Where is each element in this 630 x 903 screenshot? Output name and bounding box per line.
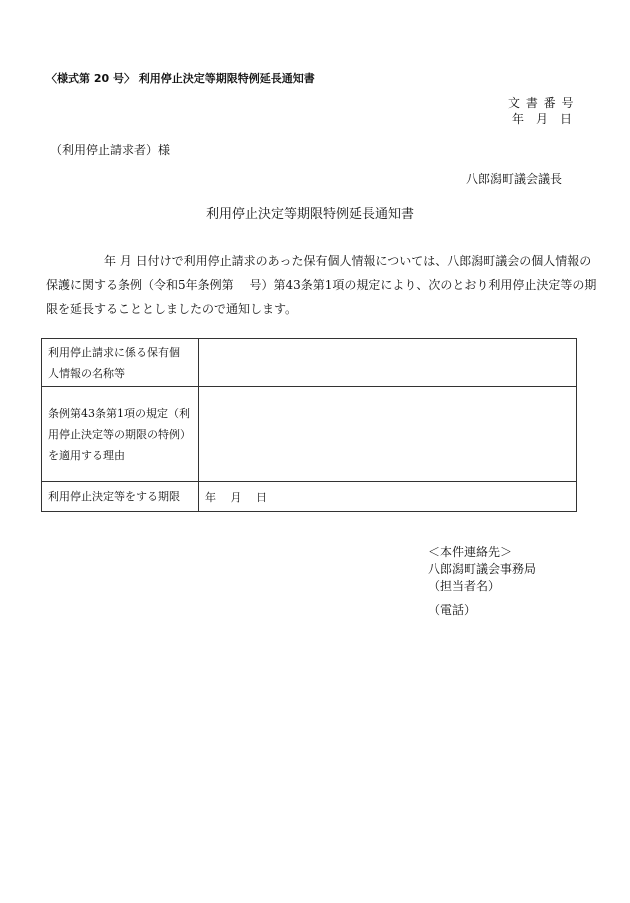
- table-row: [42, 387, 577, 482]
- reason-value: [199, 387, 577, 482]
- table-row: [42, 482, 577, 512]
- sender: 八郎潟町議会議長: [466, 172, 563, 186]
- body-paragraph: [46, 249, 597, 321]
- addressee: （利用停止請求者）様: [50, 143, 171, 157]
- table-row: [42, 339, 577, 387]
- contact-phone: （電話）: [428, 603, 477, 617]
- extension-details-table: [41, 338, 577, 512]
- record-name-value: [199, 339, 577, 387]
- record-name-label: 利用停止請求に係る保有個 人情報の名称等: [42, 339, 199, 387]
- body-line: 年 月 日付けで利用停止請求のあった保有個人情報については、八郎潟町議会の個人情報の: [92, 254, 592, 268]
- contact-person: （担当者名）: [428, 579, 501, 593]
- deadline-label: 利用停止決定等をする期限: [42, 482, 199, 512]
- reason-label: 条例第43条第1項の規定（利 用停止決定等の期限の特例） を適用する理由: [42, 387, 199, 482]
- body-line: 限を延長することとしましたので通知します。: [46, 302, 298, 316]
- contact-office: 八郎潟町議会事務局: [428, 562, 537, 576]
- form-label: 〈様式第 20 号〉 利用停止決定等期限特例延長通知書: [46, 72, 315, 85]
- contact-block: [428, 544, 536, 619]
- body-line: 保護に関する条例（令和5年条例第 号）第43条第1項の規定により、次のとおり利用停止決定等の期: [46, 278, 597, 292]
- issue-date: 年 月 日: [512, 112, 573, 126]
- document-title: 利用停止決定等期限特例延長通知書: [206, 207, 415, 222]
- contact-heading: ＜本件連絡先＞: [428, 545, 513, 559]
- document-number: 文 書 番 号: [508, 96, 575, 110]
- deadline-value: 年 月 日: [199, 482, 577, 512]
